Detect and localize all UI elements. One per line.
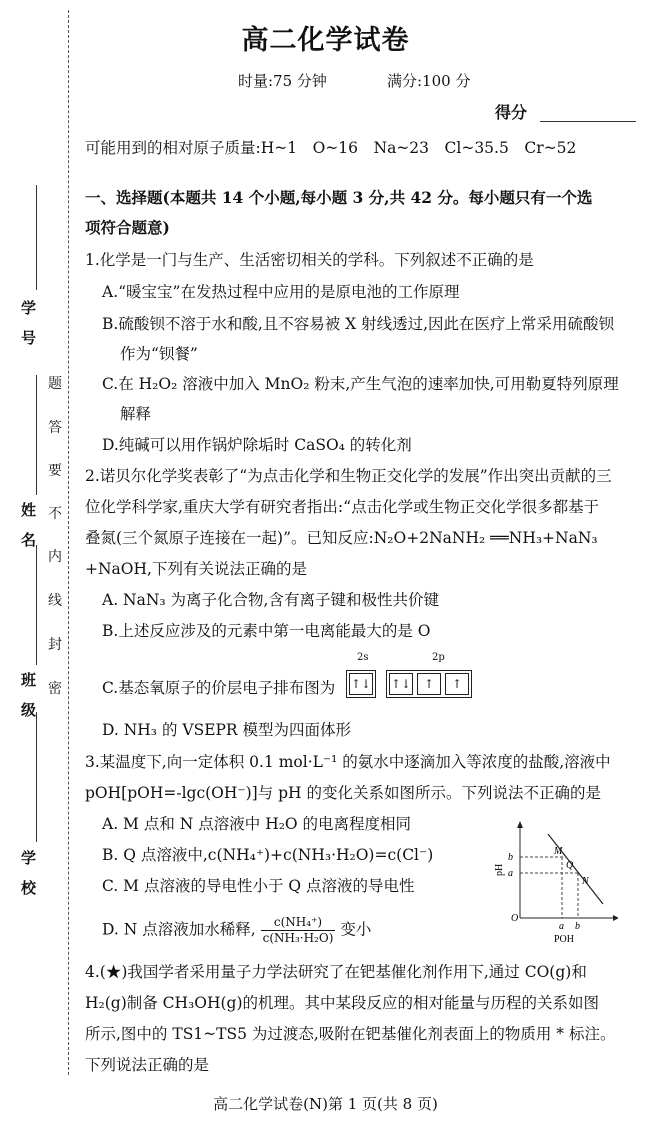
x-axis-arrow xyxy=(613,915,618,921)
q2-stem-line3: 叠氮(三个氮原子连接在一起)”。已知反应:N₂O+2NaNH₂ ══NH₃+NaN₃ xyxy=(85,529,598,547)
q3-option-a: A. M 点和 N 点溶液中 H₂O 的电离程度相同 xyxy=(102,815,412,833)
point-n-label: N xyxy=(582,876,589,887)
q2-stem-line4: +NaOH,下列有关说法正确的是 xyxy=(85,560,307,578)
orbital-box: ↑ xyxy=(417,673,441,695)
q2-stem-line1: 2.诺贝尔化学奖表彰了“为点击化学和生物正交化学的发展”作出突出贡献的三 xyxy=(85,467,612,485)
data-line xyxy=(548,834,603,904)
fraction xyxy=(261,915,336,946)
x-tick-a: a xyxy=(559,921,564,932)
fraction-numerator: c(NH₄⁺) xyxy=(261,915,336,931)
school-blank xyxy=(36,712,37,842)
exam-total-score: 满分:100 分 xyxy=(387,72,471,90)
q1-stem: 1.化学是一门与生产、生活密切相关的学科。下列叙述不正确的是 xyxy=(85,251,534,269)
orbital-box: ↑↓ xyxy=(349,673,373,695)
section-heading-cont: 项符合题意) xyxy=(85,218,170,237)
orbital-2p-group xyxy=(386,670,472,698)
origin-label: O xyxy=(511,913,519,924)
score-blank xyxy=(540,121,636,122)
orbital-box: ↑↓ xyxy=(389,673,413,695)
q4-stem-line3: 所示,图中的 TS1~TS5 为过渡态,吸附在钯基催化剂表面上的物质用 * 标注。 xyxy=(85,1025,616,1043)
q1-option-b-cont: 作为“钡餐” xyxy=(120,345,198,363)
q1-option-b: B.硫酸钡不溶于水和酸,且不容易被 X 射线透过,因此在医疗上常采用硫酸钡 xyxy=(102,315,615,333)
q3-stem-line1: 3.某温度下,向一定体积 0.1 mol·L⁻¹ 的氨水中逐滴加入等浓度的盐酸,溶液中 xyxy=(85,753,611,771)
orbital-box: ↑ xyxy=(445,673,469,695)
q2-option-c: C.基态氧原子的价层电子排布图为 xyxy=(102,679,336,697)
orbital-2p-label: 2p xyxy=(432,652,445,663)
q4-stem-line2: H₂(g)制备 CH₃OH(g)的机理。其中某段反应的相对能量与历程的关系如图 xyxy=(85,994,600,1012)
student-id-label: 学 号 xyxy=(19,300,37,345)
q3-option-d xyxy=(102,915,371,946)
exam-title: 高二化学试卷 xyxy=(241,25,410,56)
seal-char: 线 xyxy=(48,593,62,609)
q2-stem-line2: 位化学科学家,重庆大学有研究者指出:“点击化学或生物正交化学很多都基于 xyxy=(85,498,600,516)
fraction-denominator: c(NH₃·H₂O) xyxy=(262,931,334,945)
class-blank xyxy=(36,545,37,665)
school-label: 学 校 xyxy=(19,850,37,895)
q3-option-b: B. Q 点溶液中,c(NH₄⁺)+c(NH₃·H₂O)=c(Cl⁻) xyxy=(102,846,434,864)
seal-char: 内 xyxy=(48,549,62,565)
student-id-blank xyxy=(36,185,37,290)
q4-stem-line1: 4.(★)我国学者采用量子力学法研究了在钯基催化剂作用下,通过 CO(g)和 xyxy=(85,963,587,981)
y-axis-arrow xyxy=(517,821,523,828)
q3-option-d-suffix: 变小 xyxy=(340,920,372,939)
q1-option-c: C.在 H₂O₂ 溶液中加入 MnO₂ 粉末,产生气泡的速率加快,可用勒夏特列原理 xyxy=(102,375,619,393)
y-tick-a: a xyxy=(508,868,513,879)
q2-option-b: B.上述反应涉及的元素中第一电离能最大的是 O xyxy=(102,622,431,640)
seal-char: 要 xyxy=(48,463,62,479)
exam-time: 时量:75 分钟 xyxy=(238,72,327,90)
ph-poh-graph xyxy=(488,816,618,946)
section-heading: 一、选择题(本题共 14 个小题,每小题 3 分,共 42 分。每小题只有一个选 xyxy=(85,188,593,207)
q1-option-a: A.“暖宝宝”在发热过程中应用的是原电池的工作原理 xyxy=(102,283,460,301)
score-label: 得分 xyxy=(495,103,528,122)
q3-option-c: C. M 点溶液的导电性小于 Q 点溶液的导电性 xyxy=(102,877,415,895)
class-label: 班 级 xyxy=(19,672,37,717)
page-footer: 高二化学试卷(N)第 1 页(共 8 页) xyxy=(213,1095,438,1113)
seal-char: 答 xyxy=(48,420,62,436)
seal-char: 不 xyxy=(48,506,62,522)
x-tick-b: b xyxy=(575,921,580,932)
q1-option-c-cont: 解释 xyxy=(120,405,152,423)
point-m-label: M xyxy=(554,846,563,857)
q4-stem-line4: 下列说法正确的是 xyxy=(85,1056,210,1074)
atomic-masses: 可能用到的相对原子质量:H~1 O~16 Na~23 Cl~35.5 Cr~52 xyxy=(85,139,577,157)
q1-option-d: D.纯碱可以用作锅炉除垢时 CaSO₄ 的转化剂 xyxy=(102,436,412,454)
student-name-label: 姓 名 xyxy=(19,502,37,547)
q3-stem-line2: pOH[pOH=-lgc(OH⁻)]与 pH 的变化关系如图所示。下列说法不正确的是 xyxy=(85,784,601,802)
q3-option-d-prefix: D. N 点溶液加水稀释, xyxy=(102,920,256,939)
seal-char: 题 xyxy=(48,376,62,392)
student-name-blank xyxy=(36,375,37,495)
seal-char: 封 xyxy=(48,637,62,653)
q2-option-d: D. NH₃ 的 VSEPR 模型为四面体形 xyxy=(102,721,352,739)
binding-dashed-line xyxy=(68,10,69,1075)
q2-option-a: A. NaN₃ 为离子化合物,含有离子键和极性共价键 xyxy=(102,591,439,609)
y-axis-label: pH xyxy=(494,863,505,876)
seal-char: 密 xyxy=(48,681,62,697)
orbital-2s-group xyxy=(346,670,376,698)
x-axis-label: POH xyxy=(554,934,575,945)
point-q-label: Q xyxy=(566,860,574,871)
orbital-2s-label: 2s xyxy=(357,652,369,663)
y-tick-b: b xyxy=(508,852,513,863)
